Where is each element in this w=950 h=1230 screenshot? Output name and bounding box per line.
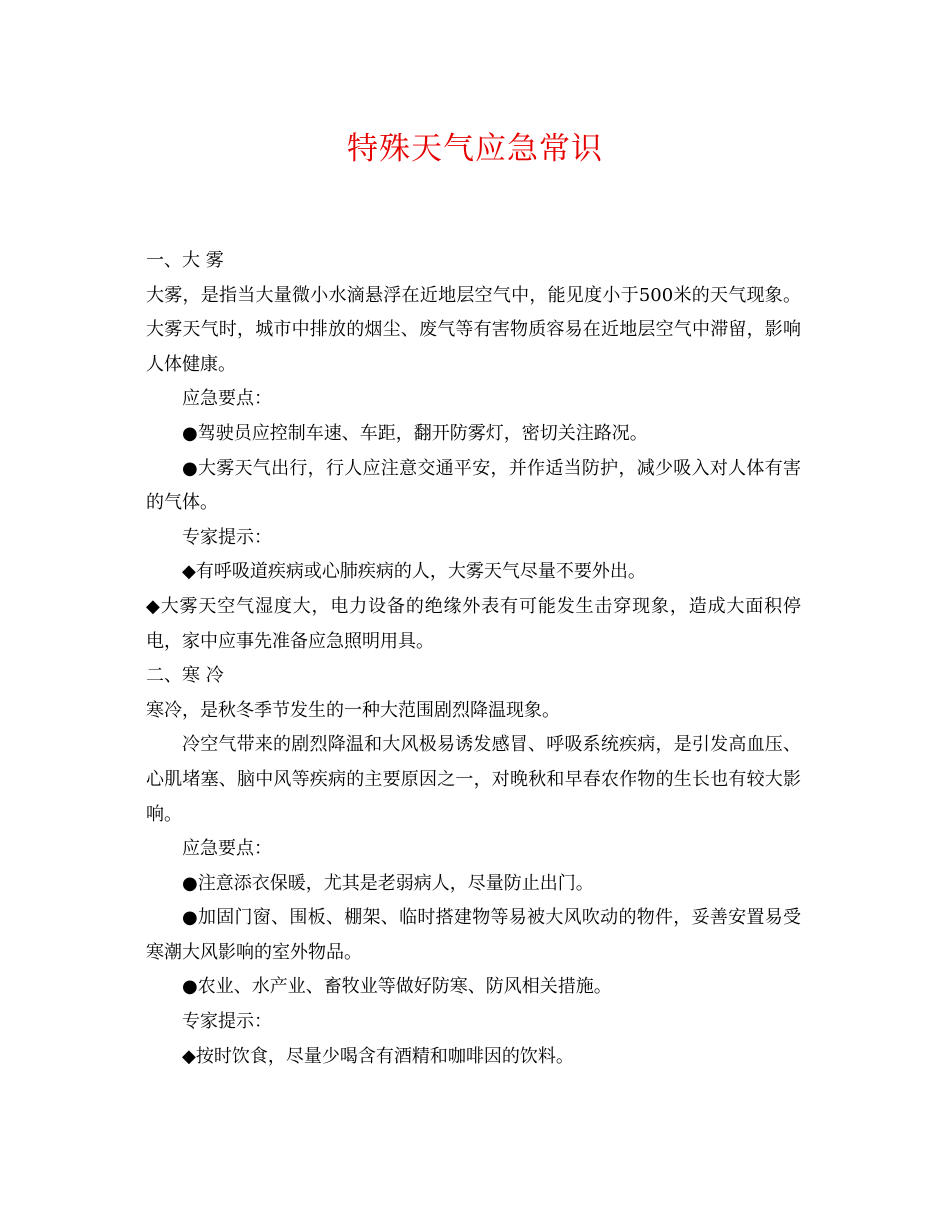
paragraph: ●驾驶员应控制车速、车距，翻开防雾灯，密切关注路况。 xyxy=(182,422,648,444)
paragraph: 二、寒 冷 xyxy=(146,665,224,687)
paragraph: 一、大 雾 xyxy=(146,250,224,271)
paragraph: 大雾，是指当大量微小水滴悬浮在近地层空气中，能见度小于500米的天气现象。大雾天气时，城市中排放的烟尘、废气等有害物质容易在近地层空气中滞留，影响人体健康。 xyxy=(146,284,801,375)
paragraph: ◆按时饮食，尽量少喝含有酒精和咖啡因的饮料。 xyxy=(182,1045,574,1067)
paragraph: 冷空气带来的剧烈降温和大风极易诱发感冒、呼吸系统疾病，是引发高血压、心肌堵塞、脑中风等疾病的主要原因之一，对晚秋和早春农作物的生长也有较大影响。 xyxy=(146,734,801,825)
paragraph: ●注意添衣保暖，尤其是老弱病人，尽量防止出门。 xyxy=(182,872,594,894)
document-title: 特殊天气应急常识 xyxy=(347,131,603,167)
paragraph: 专家提示： xyxy=(182,526,272,548)
paragraph: ●大雾天气出行，行人应注意交通平安，并作适当防护，减少吸入对人体有害的气体。 xyxy=(146,457,801,514)
paragraph: 应急要点： xyxy=(182,838,272,860)
paragraph: ●农业、水产业、畜牧业等做好防寒、防风相关措施。 xyxy=(182,976,612,998)
paragraph: ◆大雾天空气湿度大，电力设备的绝缘外表有可能发生击穿现象，造成大面积停电，家中应事先准备应急照明用具。 xyxy=(146,595,801,652)
paragraph: ●加固门窗、围板、棚架、临时搭建物等易被大风吹动的物件，妥善安置易受寒潮大风影响的室外物品。 xyxy=(146,907,801,963)
paragraph: 应急要点： xyxy=(182,388,272,410)
paragraph: 寒冷，是秋冬季节发生的一种大范围剧烈降温现象。 xyxy=(146,699,560,721)
paragraph: 专家提示： xyxy=(182,1011,272,1033)
paragraph: ◆有呼吸道疾病或心肺疾病的人，大雾天气尽量不要外出。 xyxy=(182,561,646,583)
document-body xyxy=(146,244,801,1074)
